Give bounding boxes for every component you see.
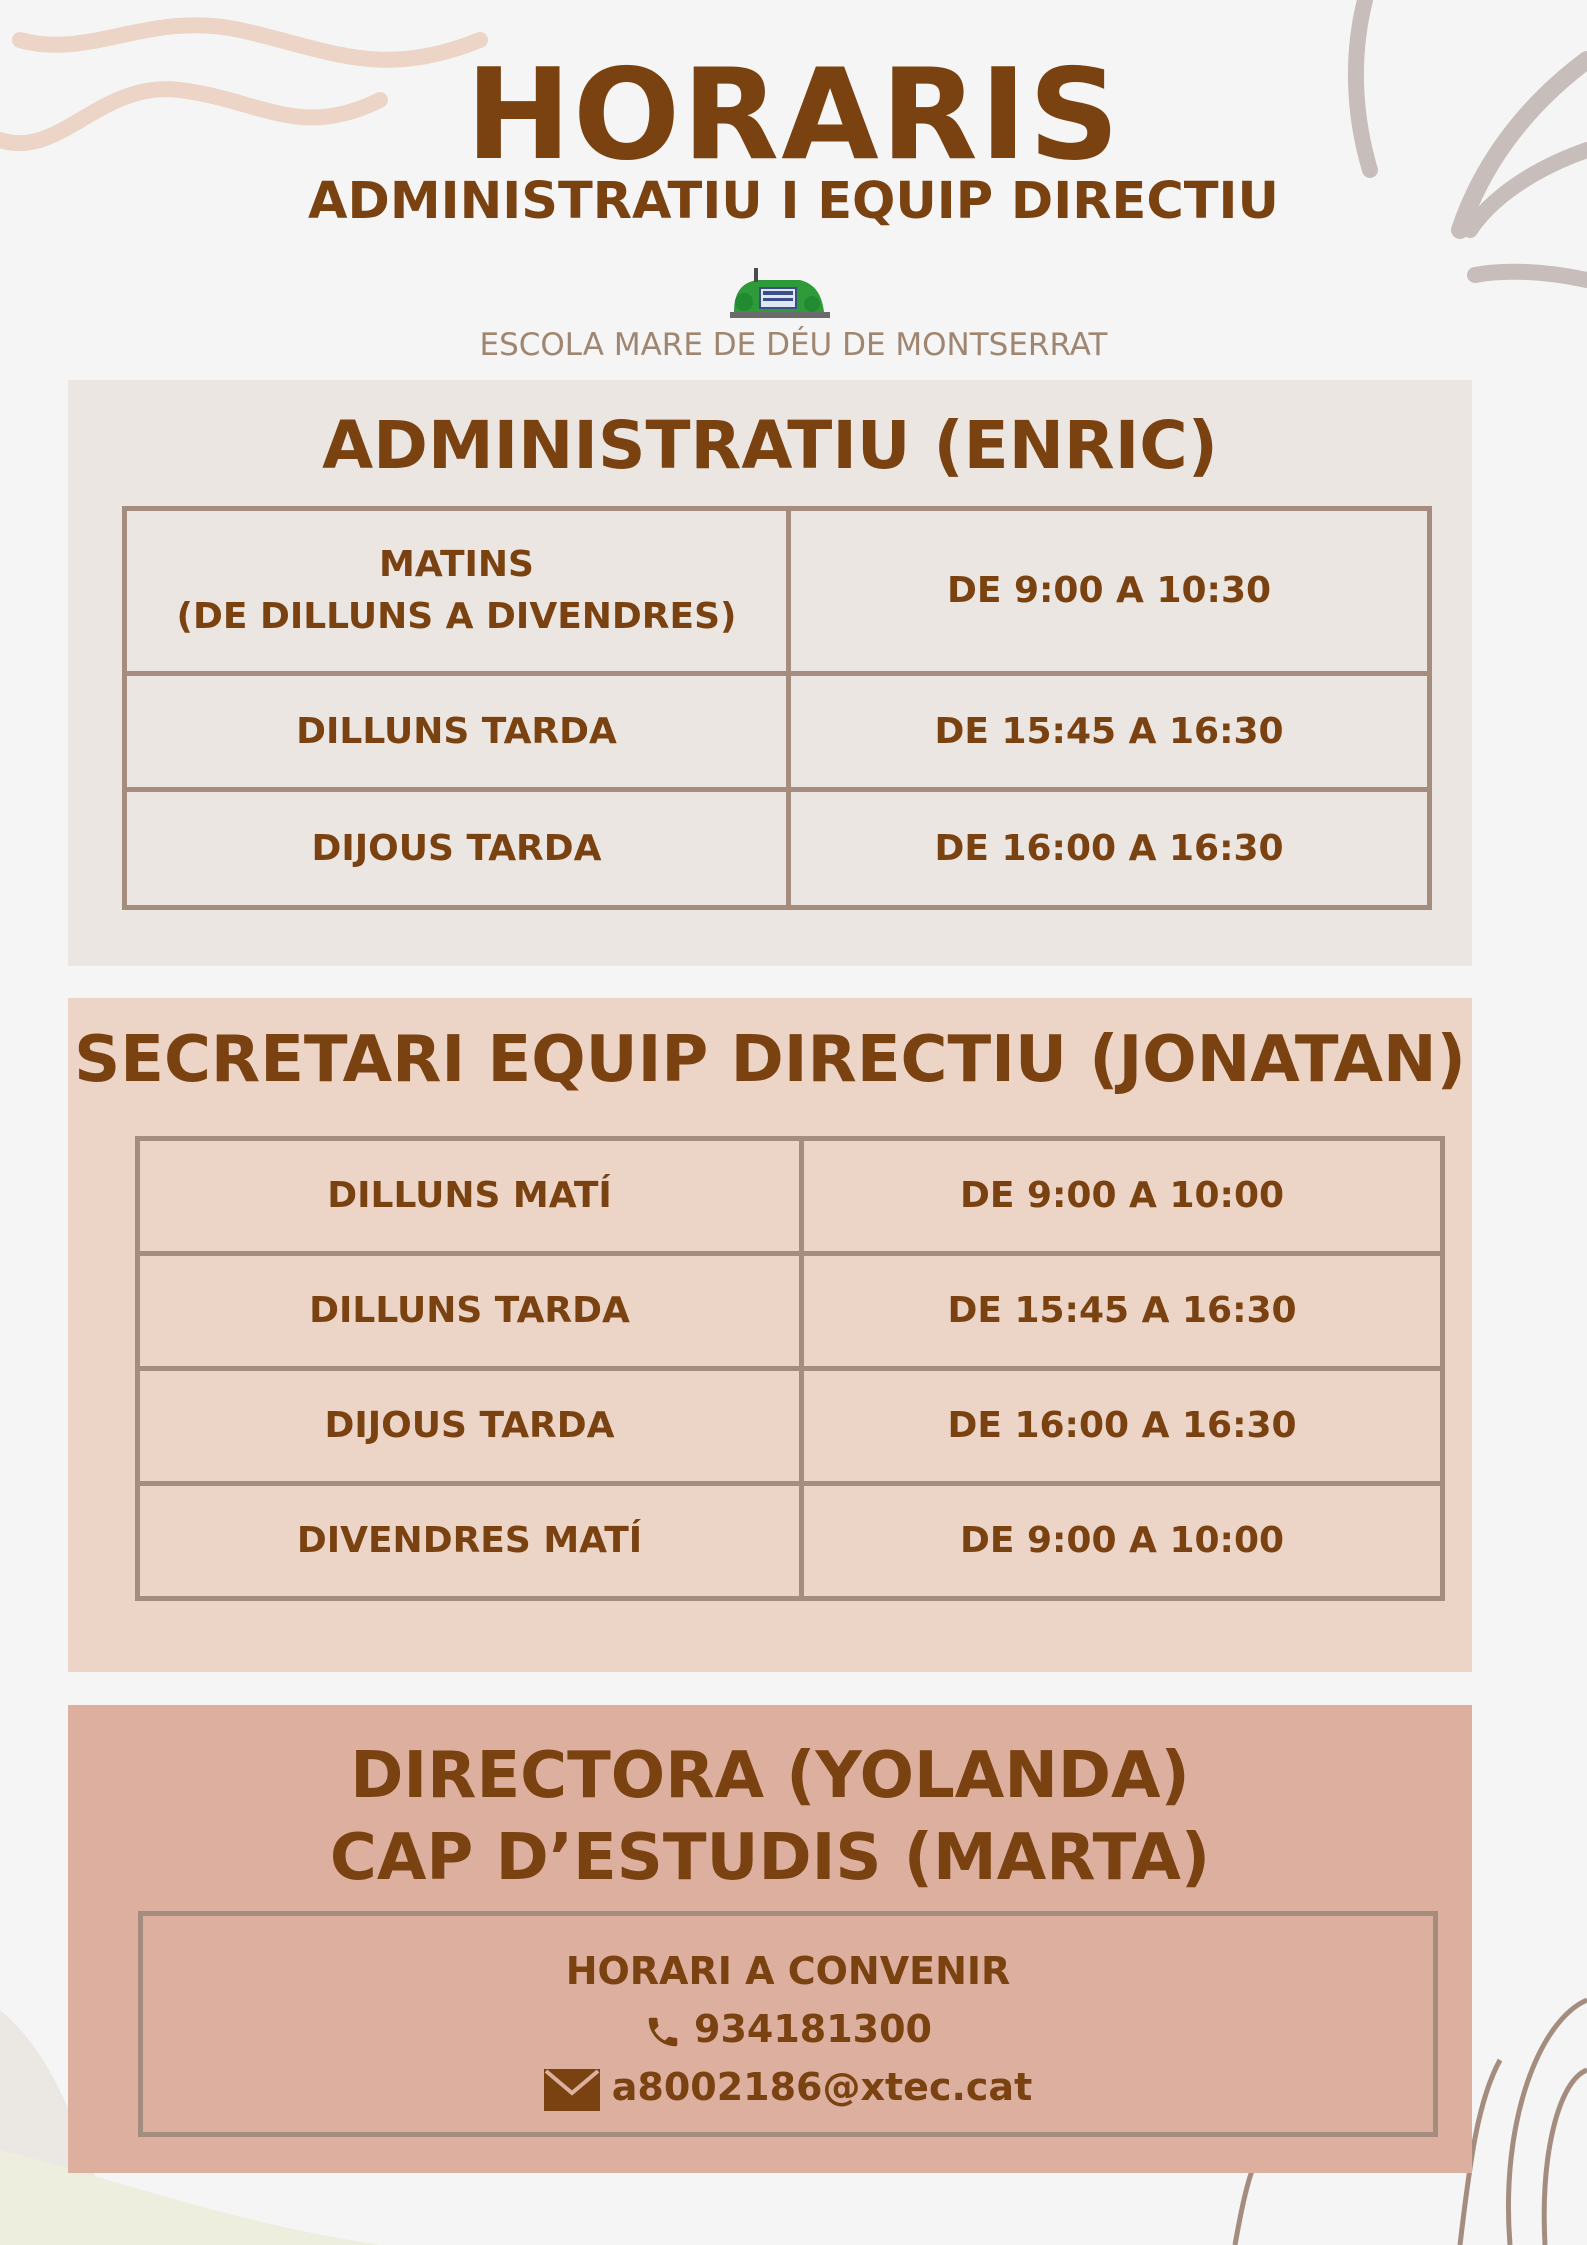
schedule-day: DILLUNS MATÍ xyxy=(138,1139,802,1254)
table-row xyxy=(138,1369,1443,1484)
table-row xyxy=(125,509,1430,674)
schedule-day-note: (DE DILLUNS A DIVENDRES) xyxy=(176,596,737,637)
cap-estudis-title: CAP D’ESTUDIS (MARTA) xyxy=(329,1821,1211,1895)
secretari-schedule-table xyxy=(135,1136,1445,1601)
schedule-day: DIJOUS TARDA xyxy=(125,790,789,908)
table-row xyxy=(138,1484,1443,1599)
horari-note: HORARI A CONVENIR xyxy=(565,1949,1011,1993)
email-line[interactable] xyxy=(143,2058,1433,2116)
schedule-day: MATINS xyxy=(379,544,534,585)
table-row xyxy=(125,790,1430,908)
directora-title: DIRECTORA (YOLANDA) xyxy=(350,1739,1190,1813)
administratiu-title: ADMINISTRATIU (ENRIC) xyxy=(322,407,1218,484)
page-subtitle: ADMINISTRATIU I EQUIP DIRECTIU xyxy=(308,172,1279,231)
table-row xyxy=(138,1254,1443,1369)
secretari-title: SECRETARI EQUIP DIRECTIU (JONATAN) xyxy=(74,1023,1466,1097)
schedule-day: DILLUNS TARDA xyxy=(125,674,789,790)
schedule-time: DE 9:00 A 10:00 xyxy=(802,1484,1443,1599)
phone-number[interactable]: 934181300 xyxy=(694,2007,932,2051)
phone-icon xyxy=(644,2013,682,2051)
schedule-time: DE 9:00 A 10:00 xyxy=(802,1139,1443,1254)
schedule-day: DIJOUS TARDA xyxy=(138,1369,802,1484)
table-row xyxy=(125,674,1430,790)
envelope-icon xyxy=(544,2069,600,2111)
school-name: ESCOLA MARE DE DÉU DE MONTSERRAT xyxy=(479,327,1108,363)
secretari-panel xyxy=(68,998,1472,1672)
schedule-day: DILLUNS TARDA xyxy=(138,1254,802,1369)
direccio-panel xyxy=(68,1705,1472,2173)
schedule-time: DE 16:00 A 16:30 xyxy=(802,1369,1443,1484)
contact-box xyxy=(138,1911,1438,2137)
schedule-time: DE 15:45 A 16:30 xyxy=(802,1254,1443,1369)
schedule-time: DE 9:00 A 10:30 xyxy=(789,509,1430,674)
page-title: HORARIS xyxy=(465,41,1122,188)
schedule-day: DIVENDRES MATÍ xyxy=(138,1484,802,1599)
schedule-time: DE 16:00 A 16:30 xyxy=(789,790,1430,908)
school-logo xyxy=(730,262,830,320)
table-row xyxy=(138,1139,1443,1254)
schedule-day-cell xyxy=(125,509,789,674)
phone-line[interactable] xyxy=(143,2000,1433,2058)
email-address[interactable]: a8002186@xtec.cat xyxy=(611,2065,1033,2109)
direccio-title xyxy=(68,1735,1472,1899)
administratiu-panel xyxy=(68,380,1472,966)
schedule-time: DE 15:45 A 16:30 xyxy=(789,674,1430,790)
administratiu-schedule-table xyxy=(122,506,1432,910)
